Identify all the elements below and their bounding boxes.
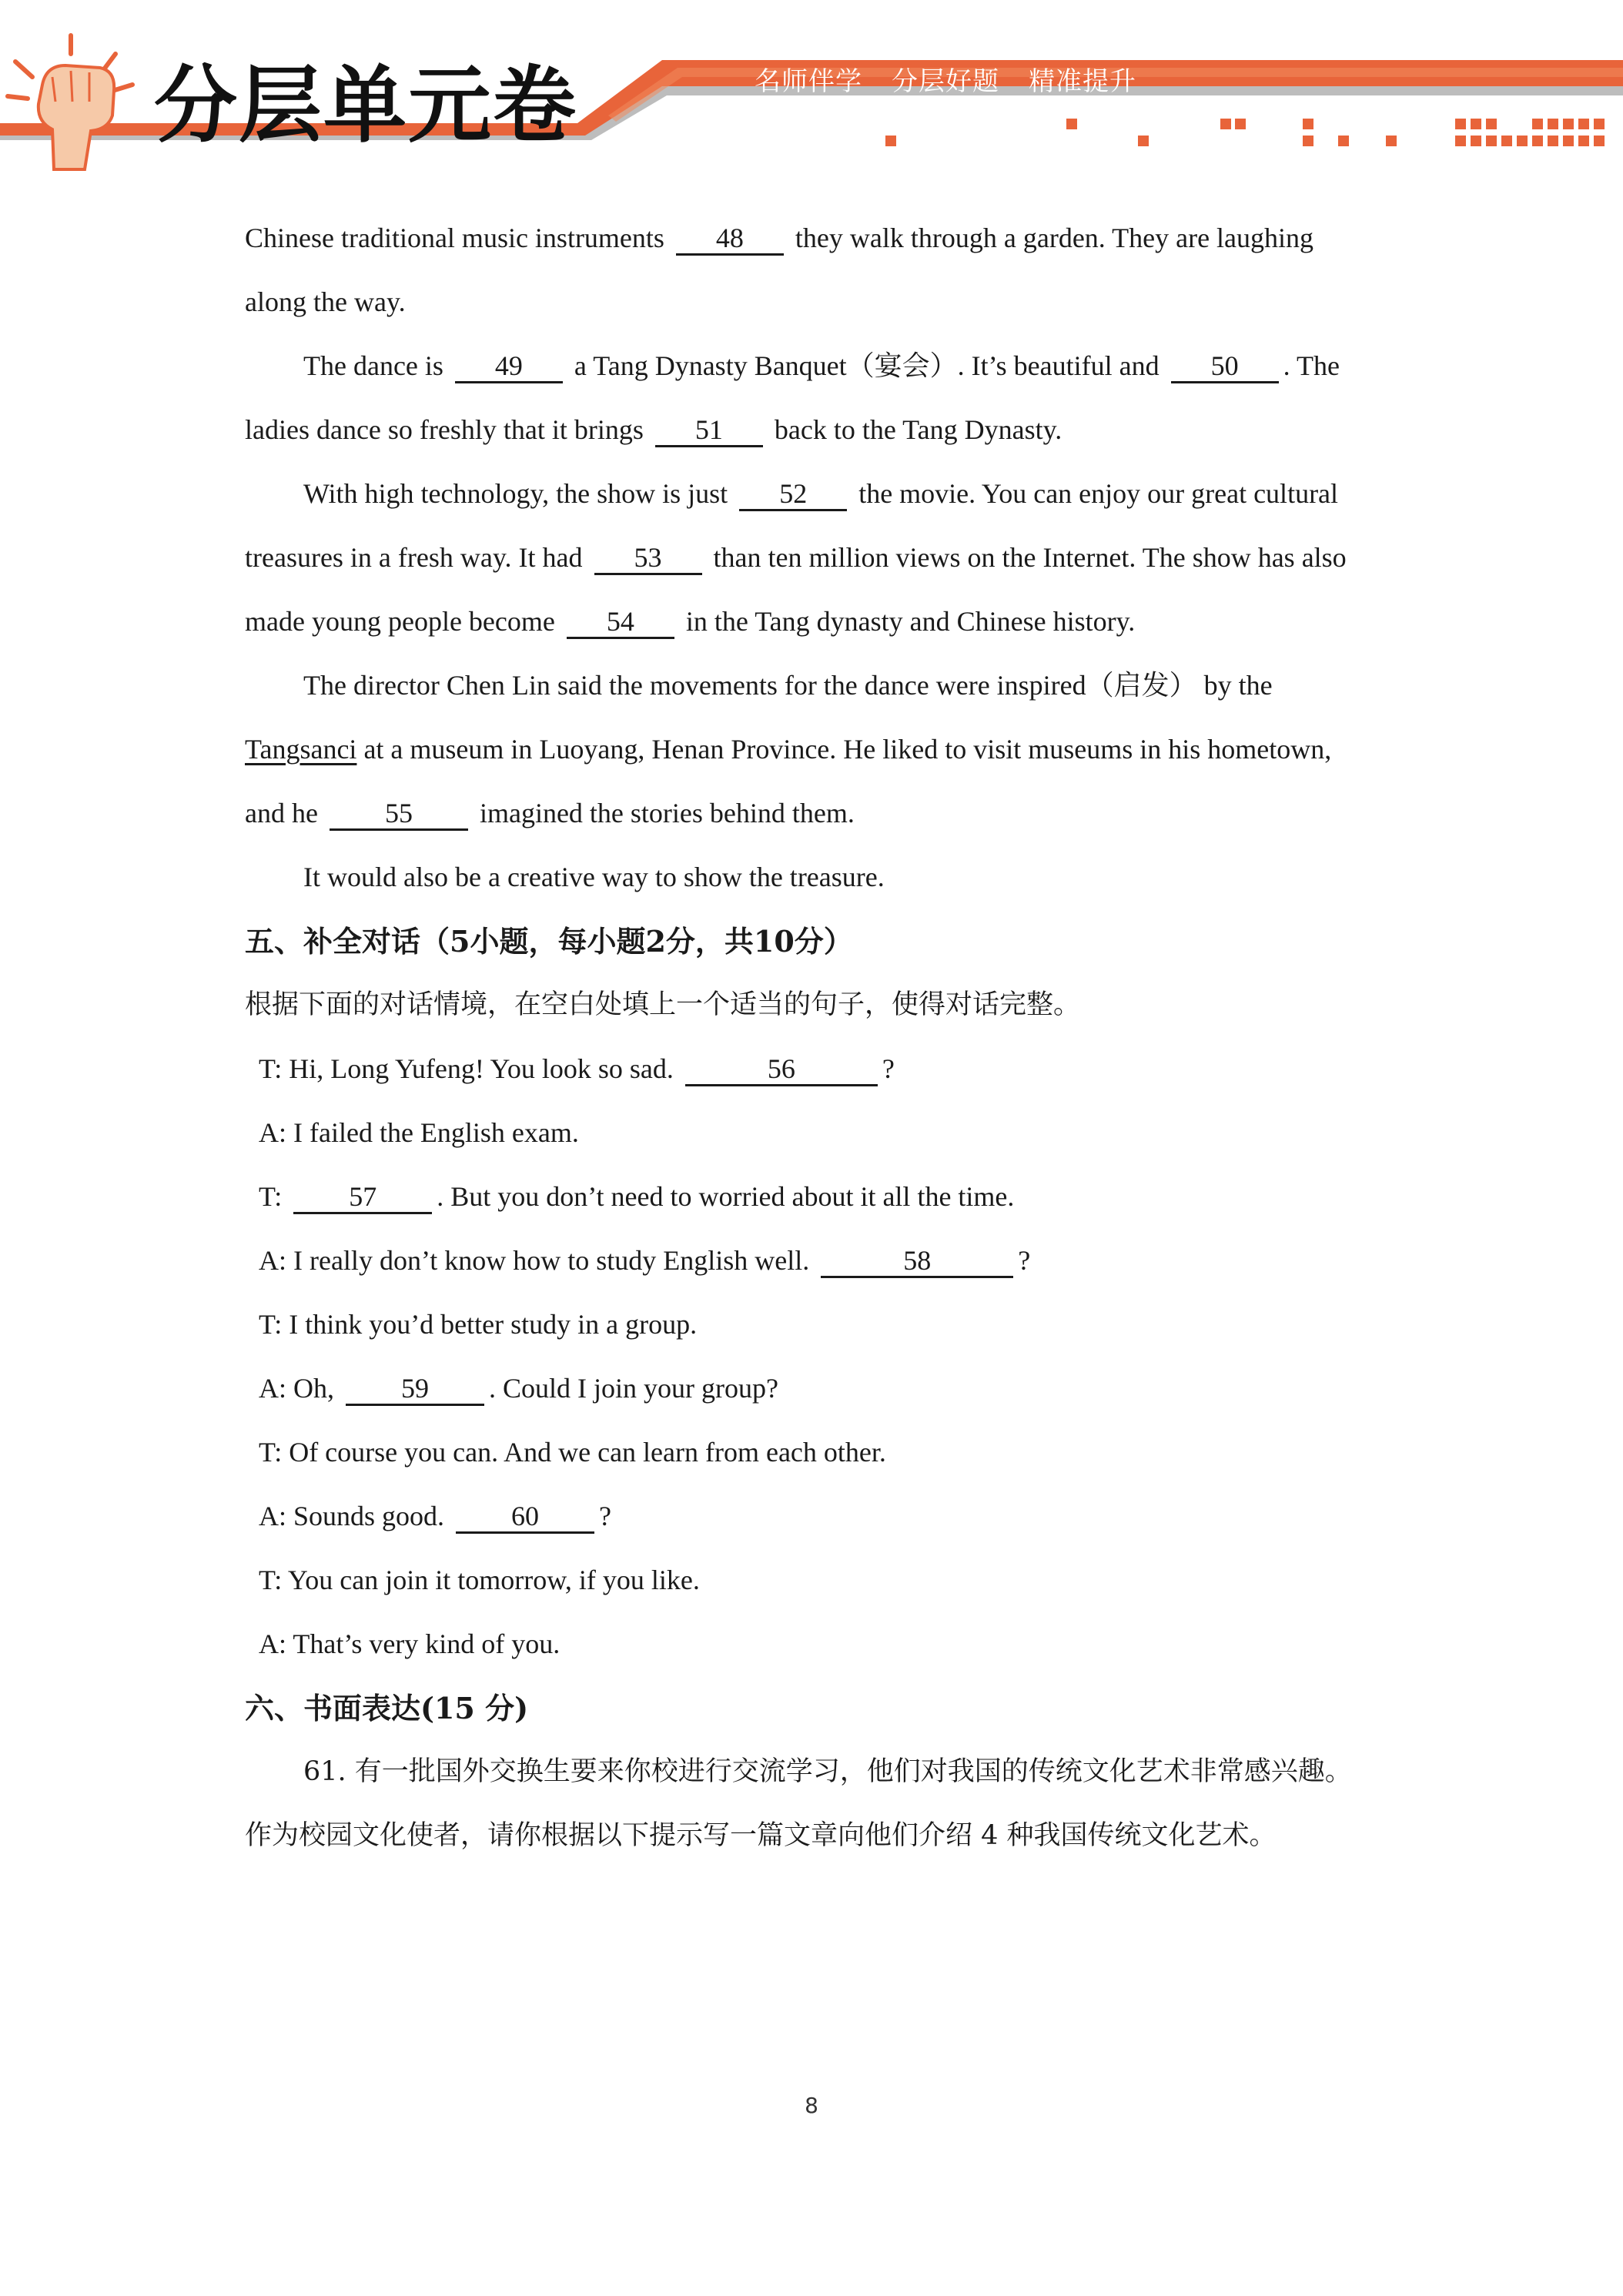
passage-line (245, 462, 1400, 526)
dialogue-text: ? (882, 1053, 895, 1084)
dialogue-text: T: You can join it tomorrow, if you like. (259, 1565, 700, 1595)
dialogue-line (245, 1037, 1400, 1101)
passage-line (245, 206, 1400, 270)
answer-blank: 55 (330, 798, 468, 831)
passage-text: ladies dance so freshly that it brings (245, 414, 644, 445)
answer-blank: 59 (346, 1373, 484, 1406)
dialogue-text: A: That’s very kind of you. (259, 1628, 561, 1659)
dialogue-text: . But you don’t need to worried about it all the time. (437, 1181, 1015, 1212)
passage-line (245, 398, 1400, 462)
answer-blank: 51 (655, 414, 763, 447)
dialogue-line (245, 1165, 1400, 1229)
passage-text: With high technology, the show is just (303, 478, 728, 509)
answer-blank: 57 (293, 1181, 432, 1214)
passage-line (245, 590, 1400, 654)
section-title: 六、书面表达(15 分) (245, 1691, 529, 1725)
passage-text: they walk through a garden. They are laughing (795, 223, 1314, 253)
passage-line (245, 718, 1400, 782)
passage-line (245, 845, 1400, 909)
dialogue-text: T: I think you’d better study in a group. (259, 1309, 698, 1340)
passage-text: treasures in a fresh way. It had (245, 542, 583, 573)
answer-blank: 60 (456, 1501, 594, 1534)
writing-prompt-line: 作为校园文化使者，请你根据以下提示写一篇文章向他们介绍 4 种我国传统文化艺术。 (245, 1820, 1277, 1851)
page-number: 8 (805, 2093, 818, 2118)
dialogue-line (245, 1548, 1400, 1612)
dialogue-text: A: Oh, (259, 1373, 334, 1404)
passage-line (245, 782, 1400, 845)
answer-blank: 58 (821, 1245, 1013, 1278)
answer-blank: 50 (1171, 350, 1279, 383)
dialogue-text: T: (259, 1181, 283, 1212)
dialogue-line (245, 1484, 1400, 1548)
answer-blank: 54 (567, 606, 674, 639)
passage-text: the movie. You can enjoy our great cultural (858, 478, 1339, 509)
underlined-term: Tangsanci (245, 734, 357, 765)
dialogue-text: T: Hi, Long Yufeng! You look so sad. (259, 1053, 674, 1084)
answer-blank: 56 (685, 1053, 878, 1086)
section-title: 五、补全对话（5小题，每小题2分，共10分） (245, 924, 853, 959)
passage-text: The director Chen Lin said the movements for the dance were inspired（启发） by the (303, 670, 1273, 701)
page-header (0, 0, 1623, 169)
dialogue-line (245, 1612, 1400, 1676)
passage-text: than ten million views on the Internet. The show has also (713, 542, 1347, 573)
slogan (755, 60, 1136, 98)
writing-prompt-line: 61. 有一批国外交换生要来你校进行交流学习，他们对我国的传统文化艺术非常感兴趣。 (303, 1756, 1352, 1787)
dialogue-line (245, 1101, 1400, 1165)
passage-text: along the way. (245, 286, 406, 317)
dialogue-text: . Could I join your group? (489, 1373, 778, 1404)
answer-blank: 48 (676, 223, 784, 256)
dialogue-text: A: I really don’t know how to study English well. (259, 1245, 810, 1276)
dialogue-text: T: Of course you can. And we can learn from each other. (259, 1437, 886, 1468)
passage-text: made young people become (245, 606, 555, 637)
brand-title: 分层单元卷 (154, 58, 578, 154)
passage-text: The dance is (303, 350, 443, 381)
passage-line (245, 270, 1400, 334)
section-instruction: 根据下面的对话情境，在空白处填上一个适当的句子，使得对话完整。 (245, 989, 1081, 1020)
raised-fist-icon (0, 31, 146, 177)
passage-text: imagined the stories behind them. (479, 798, 855, 828)
answer-blank: 53 (594, 542, 702, 575)
passage-text: at a museum in Luoyang, Henan Province. He liked to visit museums in his hometown, (363, 734, 1332, 765)
passage-text: a Tang Dynasty Banquet（宴会）. It’s beautiful and (574, 350, 1160, 381)
page-content (245, 206, 1400, 1868)
passage-text: It would also be a creative way to show the treasure. (303, 862, 885, 892)
passage-text: and he (245, 798, 318, 828)
passage-line (245, 526, 1400, 590)
passage-line (245, 654, 1400, 718)
passage-text: Chinese traditional music instruments (245, 223, 664, 253)
passage-line (245, 334, 1400, 398)
dialogue-text: A: I failed the English exam. (259, 1117, 579, 1148)
dialogue-text: ? (599, 1501, 612, 1531)
dialogue-text: ? (1018, 1245, 1031, 1276)
answer-blank: 52 (739, 478, 847, 511)
answer-blank: 49 (455, 350, 563, 383)
slogan-item: 名师伴学 (755, 66, 862, 97)
dialogue-line (245, 1229, 1400, 1293)
passage-text: back to the Tang Dynasty. (774, 414, 1062, 445)
slogan-item: 精准提升 (1029, 66, 1136, 97)
dialogue-text: A: Sounds good. (259, 1501, 445, 1531)
dialogue-line (245, 1357, 1400, 1421)
passage-text: in the Tang dynasty and Chinese history. (685, 606, 1136, 637)
passage-text: . The (1283, 350, 1340, 381)
dialogue-line (245, 1421, 1400, 1484)
slogan-item: 分层好题 (892, 66, 999, 97)
dialogue-line (245, 1293, 1400, 1357)
